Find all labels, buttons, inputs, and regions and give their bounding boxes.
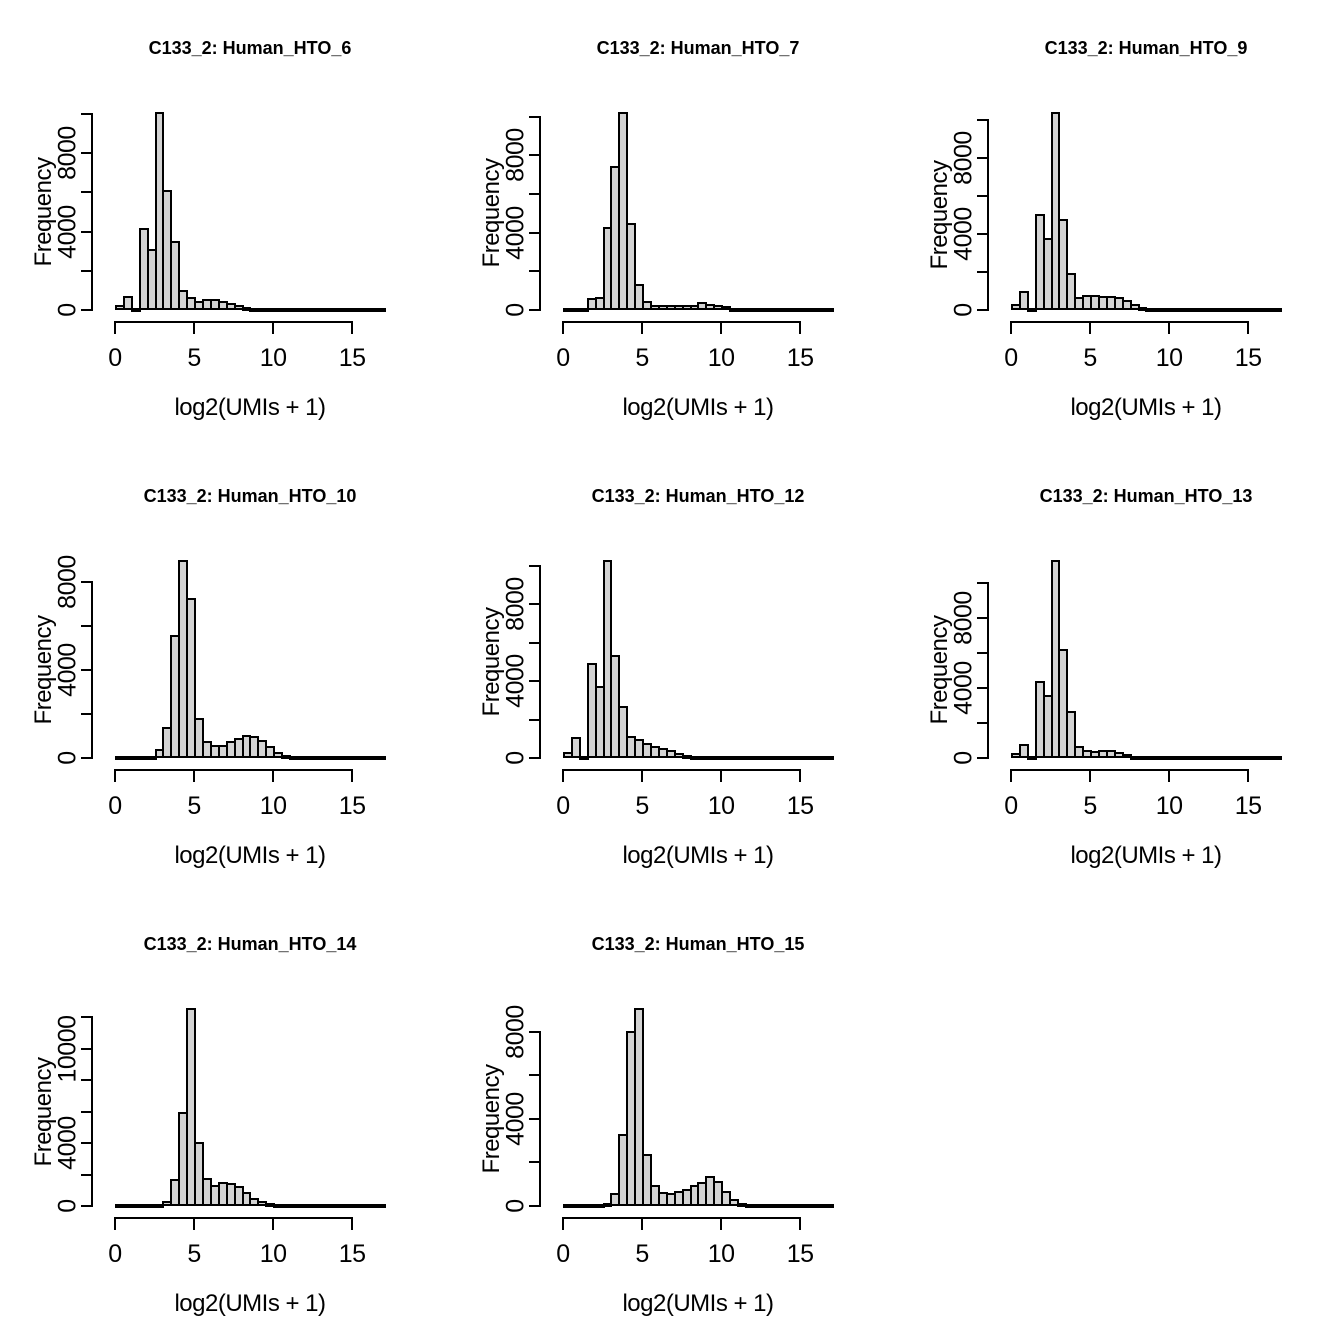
x-axis-tick-label: 10 xyxy=(1155,792,1183,820)
y-axis-line xyxy=(987,119,989,311)
x-axis-tick xyxy=(272,1219,274,1230)
x-axis-tick xyxy=(641,771,643,782)
x-axis-line xyxy=(1010,321,1249,323)
x-axis-tick-label: 15 xyxy=(786,792,814,820)
x-axis-tick-label: 15 xyxy=(1234,344,1262,372)
y-axis-line xyxy=(987,582,989,759)
panel-title: C133_2: Human_HTO_13 xyxy=(1039,486,1253,506)
x-axis-tick-label: 10 xyxy=(707,344,735,372)
x-axis-title: log2(UMIs + 1) xyxy=(622,842,774,869)
y-axis-title: Frequency xyxy=(926,160,953,270)
x-axis-tick xyxy=(1247,771,1249,782)
y-axis-tick-label: 0 xyxy=(53,1199,82,1213)
y-axis-tick-label: 4000 xyxy=(53,204,82,259)
x-axis-line xyxy=(114,1217,353,1219)
x-axis-tick-label: 15 xyxy=(786,1240,814,1268)
y-axis-tick-label: 4000 xyxy=(949,207,978,261)
x-axis-tick xyxy=(720,1219,722,1230)
y-axis-title: Frequency xyxy=(926,615,953,725)
x-axis-tick xyxy=(1010,771,1012,782)
x-axis-tick-label: 10 xyxy=(1155,344,1183,372)
x-axis-title: log2(UMIs + 1) xyxy=(622,394,774,421)
x-axis-tick-label: 5 xyxy=(635,1240,649,1268)
histogram-bar xyxy=(824,308,834,312)
histogram-panel xyxy=(0,0,448,448)
y-axis-title: Frequency xyxy=(30,1057,57,1167)
x-axis-title: log2(UMIs + 1) xyxy=(174,1290,326,1317)
x-axis-tick xyxy=(1168,323,1170,334)
y-axis-line xyxy=(539,565,541,759)
y-axis-tick-label: 4000 xyxy=(501,1092,530,1146)
histogram-panel xyxy=(448,448,896,896)
y-axis-tick-label: 8000 xyxy=(501,577,530,632)
panel-title: C133_2: Human_HTO_10 xyxy=(143,486,357,506)
y-axis-line xyxy=(539,116,541,311)
x-axis-tick xyxy=(562,771,564,782)
y-axis-tick-label: 8000 xyxy=(501,1005,530,1059)
x-axis-tick xyxy=(799,323,801,334)
x-axis-tick xyxy=(351,771,353,782)
histogram-bar xyxy=(1272,308,1282,312)
x-axis-tick xyxy=(114,771,116,782)
y-axis-tick-label: 4000 xyxy=(501,654,530,708)
y-axis-title: Frequency xyxy=(478,158,505,268)
panel-title: C133_2: Human_HTO_14 xyxy=(143,934,357,954)
x-axis-tick-label: 10 xyxy=(259,344,287,372)
panel-title: C133_2: Human_HTO_12 xyxy=(591,486,805,506)
x-axis-tick-label: 15 xyxy=(786,344,814,372)
x-axis-tick xyxy=(272,323,274,334)
y-axis-tick-label: 8000 xyxy=(53,126,82,180)
x-axis-line xyxy=(562,769,801,771)
x-axis-tick-label: 0 xyxy=(556,792,570,820)
x-axis-tick xyxy=(799,771,801,782)
y-axis-tick-label: 0 xyxy=(501,751,530,765)
y-axis-title: Frequency xyxy=(30,615,57,725)
x-axis-tick xyxy=(562,323,564,334)
x-axis-tick-label: 0 xyxy=(108,792,122,820)
x-axis-tick xyxy=(562,1219,564,1230)
y-axis-tick-label: 0 xyxy=(501,303,530,317)
panel-title: C133_2: Human_HTO_7 xyxy=(596,38,800,58)
panel-title: C133_2: Human_HTO_9 xyxy=(1044,38,1248,58)
y-axis-tick-label: 8000 xyxy=(53,555,82,609)
x-axis-tick xyxy=(351,1219,353,1230)
y-axis-tick-label: 0 xyxy=(53,303,82,317)
y-axis-tick-label: 10000 xyxy=(53,1015,82,1083)
y-axis-title: Frequency xyxy=(30,157,57,267)
y-axis-line xyxy=(91,113,93,311)
y-axis-tick-label: 0 xyxy=(501,1199,530,1213)
x-axis-tick xyxy=(272,771,274,782)
x-axis-line xyxy=(114,769,353,771)
y-axis-tick-label: 8000 xyxy=(949,591,978,645)
histogram-panel xyxy=(448,0,896,448)
x-axis-line xyxy=(562,1217,801,1219)
histogram-bar xyxy=(1272,756,1282,760)
x-axis-tick-label: 15 xyxy=(338,1240,366,1268)
x-axis-tick xyxy=(799,1219,801,1230)
y-axis-title: Frequency xyxy=(478,607,505,717)
histogram-panel xyxy=(896,448,1344,896)
x-axis-line xyxy=(562,321,801,323)
histogram-panel xyxy=(0,448,448,896)
x-axis-tick-label: 15 xyxy=(338,344,366,372)
x-axis-tick-label: 10 xyxy=(707,792,735,820)
y-axis-tick-label: 0 xyxy=(949,751,978,765)
y-axis-line xyxy=(91,1016,93,1207)
y-axis-title: Frequency xyxy=(478,1064,505,1174)
x-axis-tick xyxy=(1089,323,1091,334)
y-axis-tick-label: 8000 xyxy=(501,128,530,183)
x-axis-tick-label: 5 xyxy=(635,344,649,372)
x-axis-title: log2(UMIs + 1) xyxy=(174,394,326,421)
y-axis-tick-label: 4000 xyxy=(53,643,82,697)
histogram-bar xyxy=(376,1204,386,1208)
histogram-bar xyxy=(571,737,581,758)
x-axis-tick-label: 10 xyxy=(707,1240,735,1268)
y-axis-line xyxy=(539,1031,541,1207)
x-axis-tick xyxy=(641,323,643,334)
panel-title: C133_2: Human_HTO_15 xyxy=(591,934,805,954)
x-axis-tick xyxy=(1168,771,1170,782)
x-axis-tick xyxy=(114,1219,116,1230)
histogram-bar xyxy=(376,756,386,760)
x-axis-tick-label: 5 xyxy=(187,792,201,820)
x-axis-title: log2(UMIs + 1) xyxy=(1070,394,1222,421)
histogram-panel xyxy=(0,896,448,1344)
x-axis-tick xyxy=(641,1219,643,1230)
x-axis-line xyxy=(1010,769,1249,771)
x-axis-tick xyxy=(114,323,116,334)
y-axis-tick-label: 0 xyxy=(949,303,978,317)
x-axis-tick-label: 0 xyxy=(108,1240,122,1268)
histogram-bar xyxy=(824,756,834,760)
x-axis-tick-label: 5 xyxy=(187,344,201,372)
x-axis-tick xyxy=(193,323,195,334)
x-axis-title: log2(UMIs + 1) xyxy=(1070,842,1222,869)
x-axis-tick-label: 0 xyxy=(1004,792,1018,820)
histogram-bar xyxy=(824,1204,834,1208)
x-axis-tick-label: 5 xyxy=(1083,344,1097,372)
y-axis-tick-label: 4000 xyxy=(53,1116,82,1170)
x-axis-title: log2(UMIs + 1) xyxy=(174,842,326,869)
y-axis-tick-label: 8000 xyxy=(949,130,978,185)
x-axis-tick-label: 5 xyxy=(187,1240,201,1268)
y-axis-tick-label: 4000 xyxy=(949,661,978,715)
histogram-bar xyxy=(376,308,386,312)
x-axis-tick xyxy=(720,771,722,782)
x-axis-tick-label: 5 xyxy=(635,792,649,820)
x-axis-tick-label: 10 xyxy=(259,792,287,820)
x-axis-tick xyxy=(1010,323,1012,334)
histogram-panel xyxy=(896,0,1344,448)
x-axis-tick xyxy=(720,323,722,334)
y-axis-line xyxy=(91,581,93,759)
x-axis-tick-label: 0 xyxy=(556,344,570,372)
x-axis-tick-label: 5 xyxy=(1083,792,1097,820)
x-axis-tick-label: 0 xyxy=(108,344,122,372)
x-axis-tick xyxy=(1247,323,1249,334)
y-axis-tick-label: 0 xyxy=(53,751,82,765)
x-axis-title: log2(UMIs + 1) xyxy=(622,1290,774,1317)
x-axis-line xyxy=(114,321,353,323)
panel-title: C133_2: Human_HTO_6 xyxy=(148,38,352,58)
y-axis-tick-label: 4000 xyxy=(501,205,530,260)
x-axis-tick-label: 15 xyxy=(1234,792,1262,820)
histogram-panel xyxy=(448,896,896,1344)
x-axis-tick-label: 0 xyxy=(556,1240,570,1268)
x-axis-tick-label: 0 xyxy=(1004,344,1018,372)
x-axis-tick xyxy=(1089,771,1091,782)
x-axis-tick-label: 15 xyxy=(338,792,366,820)
x-axis-tick xyxy=(193,771,195,782)
x-axis-tick xyxy=(193,1219,195,1230)
x-axis-tick-label: 10 xyxy=(259,1240,287,1268)
x-axis-tick xyxy=(351,323,353,334)
